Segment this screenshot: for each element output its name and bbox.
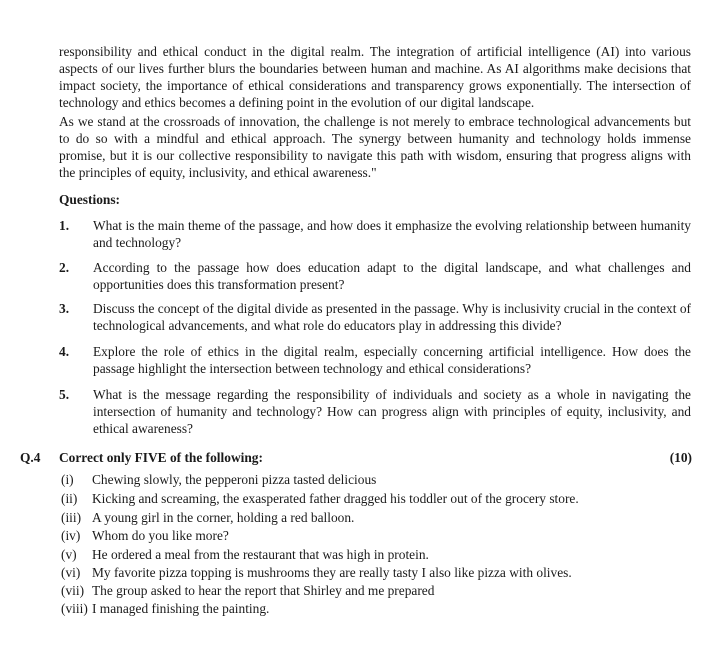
question-number: 1.: [59, 218, 70, 233]
sentence-text: Chewing slowly, the pepperoni pizza tasted delicious: [92, 472, 377, 487]
sentence-number: (i): [61, 472, 74, 487]
sentence-number: (ii): [61, 491, 78, 506]
question-text: What is the main theme of the passage, and how does it emphasize the evolving relationship between humanity and technology?: [93, 218, 691, 250]
sentence-number: (v): [61, 547, 77, 562]
question-number: 5.: [59, 387, 70, 402]
sentence-text: The group asked to hear the report that Shirley and me prepared: [92, 583, 435, 598]
sentence-number: (viii): [61, 601, 88, 616]
sentence-text: My favorite pizza topping is mushrooms they are really tasty I also like pizza with olives.: [92, 565, 572, 580]
q4-title: Correct only FIVE of the following:: [59, 450, 263, 465]
question-text: According to the passage how does education adapt to the digital landscape, and what challenges and opportunities does this transformation present?: [93, 260, 691, 292]
question-text: Discuss the concept of the digital divide as presented in the passage. Why is inclusivity crucial in the context of technological advancements, and what role do educators play in addressing this divide?: [93, 301, 691, 333]
sentence-text: Whom do you like more?: [92, 528, 229, 543]
passage-paragraph-2: As we stand at the crossroads of innovation, the challenge is not merely to embrace technological advancements but to do so with a mindful and ethical approach. The synergy between humanity and technology holds immense promise, but it is our collective responsibility to navigate this path with wisdom, ensuring that progress aligns with the principles of equity, inclusivity, and ethical awareness.": [59, 114, 691, 180]
question-text: Explore the role of ethics in the digital realm, especially concerning artificial intelligence. How does the passage highlight the intersection between technology and ethical considerations?: [93, 344, 691, 376]
sentence-text: Kicking and screaming, the exasperated father dragged his toddler out of the grocery store.: [92, 491, 579, 506]
sentence-number: (iii): [61, 510, 82, 525]
sentence-text: He ordered a meal from the restaurant that was high in protein.: [92, 547, 429, 562]
sentence-number: (iv): [61, 528, 81, 543]
question-number: 4.: [59, 344, 70, 359]
question-text: What is the message regarding the responsibility of individuals and society as a whole in navigating the intersection of humanity and technology? How can progress align with principles of equity, inclusivity, and ethical awareness?: [93, 387, 691, 436]
question-number: 2.: [59, 260, 70, 275]
sentence-number: (vii): [61, 583, 85, 598]
questions-heading: Questions:: [59, 192, 121, 207]
sentence-text: A young girl in the corner, holding a red balloon.: [92, 510, 355, 525]
q4-marks: (10): [669, 450, 692, 465]
passage-paragraph-1: responsibility and ethical conduct in the digital realm. The integration of artificial intelligence (AI) into various aspects of our lives further blurs the boundaries between human and machine. As AI algorithms make decisions that impact society, the importance of ethical considerations and transparency grows exponentially. The intersection of technology and ethics becomes a defining point in the evolution of our digital landscape.: [59, 44, 691, 110]
sentence-text: I managed finishing the painting.: [92, 601, 270, 616]
sentence-number: (vi): [61, 565, 81, 580]
q4-number: Q.4: [20, 450, 41, 465]
question-number: 3.: [59, 301, 70, 316]
